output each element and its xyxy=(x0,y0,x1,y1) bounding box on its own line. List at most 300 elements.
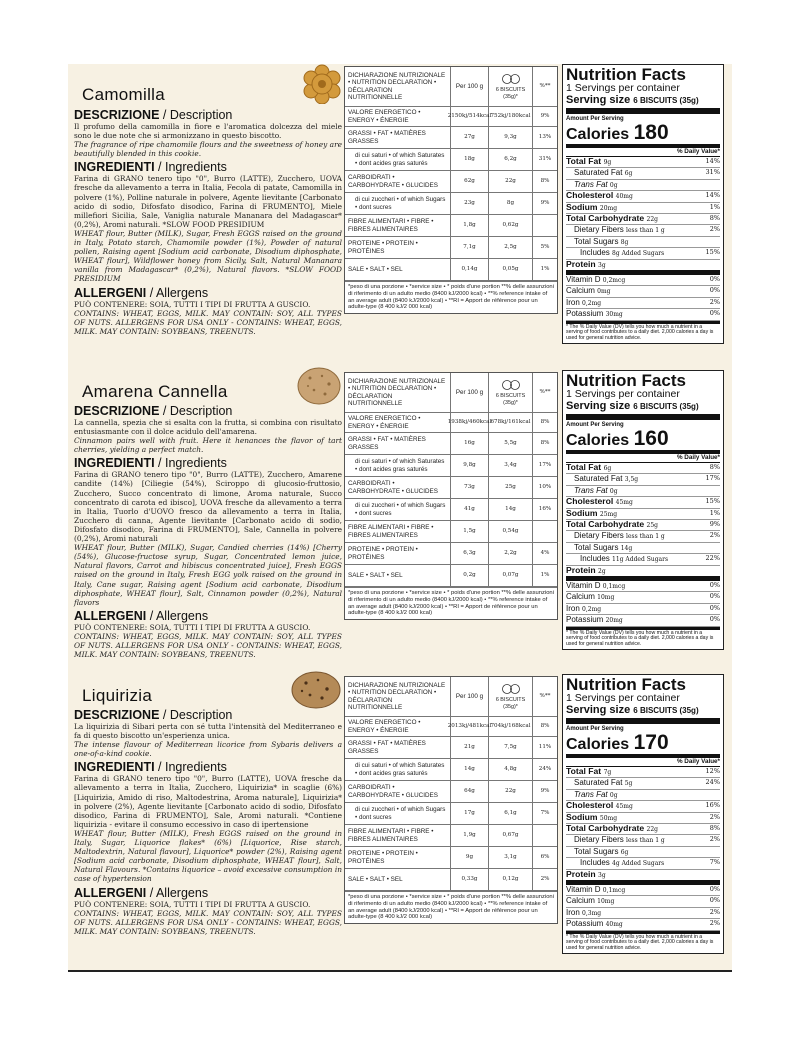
ingredients-heading: INGREDIENTI / Ingredients xyxy=(74,760,227,775)
nf-line-label: Iron xyxy=(566,603,580,613)
nf-line-amount: 40mg xyxy=(615,193,633,201)
nf-calories: Calories 180 xyxy=(566,123,720,148)
nf-line-amount: 8g xyxy=(620,238,629,246)
nf-line-amount: 3g xyxy=(598,261,606,269)
biscuit-image xyxy=(302,64,342,108)
per100-value: 17g xyxy=(451,803,489,824)
nf-line-amount: 25mg xyxy=(599,510,618,518)
nf-line-label: Trans Fat xyxy=(574,789,608,799)
nutrient-label: FIBRE ALIMENTARI • FIBRE • FIBRES ALIMENTAIRES xyxy=(345,215,451,236)
serving-value: 3,1g xyxy=(489,847,533,868)
serving-value: 3,4g xyxy=(489,455,533,476)
per100-heading: Per 100 g xyxy=(451,67,489,106)
nutrient-label: FIBRE ALIMENTARI • FIBRE • FIBRES ALIMENTAIRES xyxy=(345,825,451,846)
percent-value: 7% xyxy=(540,809,550,816)
product-name: Liquirizia xyxy=(82,686,153,705)
nf-line-label: Dietary Fibers xyxy=(574,225,624,235)
nf-line-percent: 15% xyxy=(705,497,720,506)
serving-value: 22g xyxy=(489,171,533,192)
allergens-heading: ALLERGENI / Allergens xyxy=(74,885,209,900)
nutrient-label: VALORE ENERGETICO • ENERGY • ÉNERGIE xyxy=(345,413,451,432)
nf-line-amount: less than 1 g xyxy=(626,837,665,845)
nutrient-label: di cui saturi • of which Saturates • dont acides gras saturés xyxy=(345,759,451,780)
table-footnote: *peso di una porzione • *service size • * poids d'une portion **% delle assunzioni di riferimento di un adulto medio (8400 kJ/2000 kcal) • **% reference intake of an average adult (8400 kJ/2000 kcal) • **RI = Apport de référence pour un adulte-type (8 400 kJ/2 000 kcal) xyxy=(345,587,557,619)
ingredients-heading: INGREDIENTI / Ingredients xyxy=(74,160,227,175)
nf-line-amount: 4g Added Sugars xyxy=(612,860,665,868)
nf-line-amount: 9g xyxy=(603,159,612,166)
table-header xyxy=(345,373,557,413)
table-title: DICHIARAZIONE NUTRIZIONALE • NUTRITION DECLARATION • DÉCLARATION NUTRITIONNELLE xyxy=(345,677,451,716)
nf-line-percent: 0% xyxy=(709,885,720,894)
ingredients-it: Farina di GRANO tenero tipo "0", Burro (LATTE), Zucchero, UOVA fresche da allevamento a terra in Italia, Fecola di patate, Camomilla in polvere (1%), Polline naturale in polvere, Agente lievitante [Carbonato acido di sodio, Difosfato disodico, Farina di FRUMENTO], Miele millefiori Sicilia, Sale, Vaniglia naturale Mananara del Madagascar* (0,2%), Aromi naturali. *SLOW FOOD PRESIDIUM xyxy=(74,174,342,229)
nf-line-amount: 7g xyxy=(603,769,612,776)
nf-line-percent: 0% xyxy=(709,592,720,601)
percent-value: 11% xyxy=(538,743,552,750)
nf-line-amount: 20mg xyxy=(599,204,618,212)
nf-line-label: Protein xyxy=(566,868,596,879)
nf-line-amount: 0g xyxy=(609,791,618,799)
nf-line-label: Total Carbohydrate xyxy=(566,519,645,530)
nf-line xyxy=(566,908,720,919)
nutrient-label: GRASSI • FAT • MATIÈRES GRASSES xyxy=(345,127,451,148)
per100-value: 9,8g xyxy=(451,455,489,476)
nf-line-percent: 22% xyxy=(705,554,720,563)
nf-line-label: Total Carbohydrate xyxy=(566,213,645,224)
nf-line-percent: 12% xyxy=(705,767,720,775)
product-body xyxy=(74,708,342,936)
nutrient-label: PROTEINE • PROTEIN • PROTÉINES xyxy=(345,847,451,868)
description-heading: DESCRIZIONE / Description xyxy=(74,708,233,722)
nf-servings: 1 Servings per container xyxy=(566,692,680,704)
serving-value: 0,67g xyxy=(489,825,533,846)
nf-calories: Calories 170 xyxy=(566,733,720,758)
nf-title: Nutrition Facts xyxy=(566,675,686,694)
nf-line-amount: 0,2mcg xyxy=(602,277,626,285)
per100-value: 14g xyxy=(451,759,489,780)
nutrition-row xyxy=(345,127,557,149)
percent-value: 2% xyxy=(540,875,550,882)
nf-line-label: Iron xyxy=(566,297,580,307)
allergens-en: CONTAINS: WHEAT, EGGS, MILK. MAY CONTAIN: SOY, ALL TYPES OF NUTS. ALLERGENS FOR USA ONLY - CONTAINS: WHEAT, EGGS, MILK. MAY CONTAIN: SOYBEANS, TREENUTS. xyxy=(74,908,342,936)
nutrition-row xyxy=(345,759,557,781)
nf-line-label: Total Sugars xyxy=(574,542,619,552)
nutrition-row xyxy=(345,499,557,521)
nf-line-label: Sodium xyxy=(566,201,598,212)
nf-line-percent: 0% xyxy=(709,615,720,624)
serving-heading: 6 BISCUITS (35g)* xyxy=(489,373,533,412)
nf-line xyxy=(566,870,720,885)
nutrition-declaration-table xyxy=(344,66,558,314)
percent-value: 8% xyxy=(540,177,550,184)
nf-line-amount: 0,2mg xyxy=(582,299,602,307)
nf-line xyxy=(566,566,720,581)
description-it: La cannella, spezia che si esalta con la frutta, si combina con risultato entusiasmante con il dolce acidulo dell'amarena. xyxy=(74,418,342,437)
serving-value: 0,54g xyxy=(489,521,533,542)
percent-value xyxy=(533,825,557,846)
description-it: Il profumo della camomilla in fiore e l'aromatica dolcezza del miele sono le due note che si armonizzano in questo biscotto. xyxy=(74,122,342,141)
nf-line-amount: 0,2mg xyxy=(582,605,602,613)
percent-heading: %** xyxy=(539,82,551,89)
nf-line-label: Vitamin D xyxy=(566,581,601,591)
allergens-en: CONTAINS: WHEAT, EGGS, MILK. MAY CONTAIN: SOY, ALL TYPES OF NUTS. ALLERGENS FOR USA ONLY - CONTAINS: WHEAT, EGGS, MILK. MAY CONTAIN: SOYBEANS, TREENUTS. xyxy=(74,308,342,336)
nf-line-percent: 16% xyxy=(705,801,720,810)
nf-line xyxy=(566,463,720,474)
per100-value: 62g xyxy=(451,171,489,192)
nutrient-label: SALE • SALT • SEL xyxy=(345,565,451,586)
nf-line-percent: 1% xyxy=(709,202,720,211)
description-en: The intense flavour of Mediterrean licorice from Sybaris delivers a one-of-a-kind cookie. xyxy=(74,740,342,759)
serving-value: 0,12g xyxy=(489,869,533,890)
percent-value xyxy=(533,521,557,542)
serving-value: 0,62g xyxy=(489,215,533,236)
nf-line-label: Saturated Fat xyxy=(574,168,623,178)
nutrition-row xyxy=(345,433,557,455)
nutrient-label: PROTEINE • PROTEIN • PROTÉINES xyxy=(345,237,451,258)
nf-line-label: Potassium xyxy=(566,309,604,319)
percent-heading: %** xyxy=(539,692,551,699)
per100-value: 0,2g xyxy=(451,565,489,586)
nf-servings: 1 Servings per container xyxy=(566,388,680,400)
serving-value: 7,5g xyxy=(489,737,533,758)
table-header xyxy=(345,67,557,107)
percent-value: 16% xyxy=(538,505,552,512)
nf-line xyxy=(566,225,720,236)
nutrition-facts-panel xyxy=(562,370,724,650)
nf-line-percent: 2% xyxy=(709,812,720,821)
nf-line-amount: 22g xyxy=(646,216,659,224)
nf-line-percent: 17% xyxy=(705,474,720,483)
nf-line-label: Dietary Fibers xyxy=(574,835,624,845)
nf-amount-per-serving: Amount Per Serving xyxy=(566,726,624,732)
nf-line-amount: 10mg xyxy=(597,594,615,602)
nf-line-label: Sodium xyxy=(566,507,598,518)
nf-title: Nutrition Facts xyxy=(566,65,686,84)
nf-line-amount: 6g xyxy=(620,848,629,856)
nf-footnote: * The % Daily Value (DV) tells you how much a nutrient in a serving of food contributes to a daily diet. 2,000 calories a day is used for general nutrition advice. xyxy=(566,321,720,342)
nf-line-amount: 20mg xyxy=(605,617,623,625)
nf-line-label: Includes xyxy=(580,858,610,868)
percent-value: 24% xyxy=(538,765,552,772)
allergens-heading: ALLERGENI / Allergens xyxy=(74,285,209,300)
nf-line-amount: 3,5g xyxy=(624,476,639,484)
nf-line xyxy=(566,286,720,297)
nf-line xyxy=(566,275,720,286)
nf-line-percent: 0% xyxy=(709,581,720,590)
nutrient-label: CARBOIDRATI • CARBOHYDRATE • GLUCIDES xyxy=(345,477,451,498)
per100-value: 9g xyxy=(451,847,489,868)
nf-line-amount: 22g xyxy=(646,826,659,834)
nf-line-label: Trans Fat xyxy=(574,485,608,495)
nutrient-label: VALORE ENERGETICO • ENERGY • ÉNERGIE xyxy=(345,717,451,736)
nf-line-amount: 8g Added Sugars xyxy=(612,250,665,258)
nf-line-amount: 0,1mcg xyxy=(602,887,626,895)
nutrition-row xyxy=(345,149,557,171)
nf-footnote: * The % Daily Value (DV) tells you how much a nutrient in a serving of food contributes to a daily diet. 2,000 calories a day is used for general nutrition advice. xyxy=(566,931,720,952)
nutrition-row xyxy=(345,259,557,281)
ingredients-en: WHEAT flour, Butter (MILK), Sugar, Candied cherries (14%) [Cherry (54%), Glucose-fructose syrup, Sugar, Concentrated lemon juice, Natural flavors, Carrot and hibiscus concentrated juice], Fresh EGGS raised on the ground in Italy, Fresh EGG yolk raised on the ground in Italy, Cane sugar, Raising agent [Sodium acid carbonate, Disodium diphosphate, WHEAT flour], Salt, Cinnamon powder (0,2%), Natural flavors xyxy=(74,543,342,607)
nf-line-amount: 0g xyxy=(609,487,618,495)
nf-line xyxy=(566,168,720,179)
nf-line xyxy=(566,520,720,531)
nf-line-percent: 2% xyxy=(709,531,720,540)
nf-line-amount: 50mg xyxy=(599,814,618,822)
serving-value: 2,2g xyxy=(489,543,533,564)
nutrition-row xyxy=(345,869,557,891)
percent-heading: %** xyxy=(539,388,551,395)
nutrition-row xyxy=(345,717,557,737)
product-name: Amarena Cannella xyxy=(82,382,228,401)
nutrition-row xyxy=(345,193,557,215)
nutrient-label: GRASSI • FAT • MATIÈRES GRASSES xyxy=(345,433,451,454)
allergens-heading: ALLERGENI / Allergens xyxy=(74,608,209,623)
ingredients-it: Farina di GRANO tenero tipo "0", Burro (LATTE), UOVA fresche da allevamento a terra in Italia, Zucchero, Liquirizia* in scaglie (6%) [Liquirizia, Amido di riso, Maltodestrina, Aroma naturale], Liquirizia* in polvere (2%), Agente lievitante [Carbonato acido di sodio, Difosfato disodico, Farina di FRUMENTO], Sale, Aromi naturali. *Contiene liquirizia - evitare il consumo eccessivo in caso di ipertensione xyxy=(74,774,342,829)
nf-line-label: Includes xyxy=(580,248,610,258)
nutrition-row xyxy=(345,477,557,499)
nf-line xyxy=(566,474,720,485)
nf-line-percent: 14% xyxy=(705,191,720,200)
serving-value: 9,3g xyxy=(489,127,533,148)
percent-value: 9% xyxy=(540,112,550,119)
serving-value: 6,2g xyxy=(489,149,533,170)
percent-value: 1% xyxy=(540,571,550,578)
serving-value: 752kj/180kcal xyxy=(489,107,533,126)
per100-value: 7,1g xyxy=(451,237,489,258)
nf-line-label: Iron xyxy=(566,907,580,917)
nf-line xyxy=(566,298,720,309)
nutrient-label: di cui zuccheri • of which Sugars • dont sucres xyxy=(345,499,451,520)
nf-amount-per-serving: Amount Per Serving xyxy=(566,422,624,428)
serving-value: 22g xyxy=(489,781,533,802)
nf-line xyxy=(566,260,720,275)
nf-line-amount: 25g xyxy=(646,522,659,530)
product-section xyxy=(68,674,732,976)
percent-value: 9% xyxy=(540,787,550,794)
nf-line-amount: 0,1mcg xyxy=(602,583,626,591)
nf-daily-value-heading: % Daily Value* xyxy=(566,148,720,157)
serving-value: 25g xyxy=(489,477,533,498)
nf-line xyxy=(566,885,720,896)
product-name: Camomilla xyxy=(82,85,165,104)
description-it: La liquirizia di Sibari perta con sé tutta l'intensità del Mediterraneo e fa di questo biscotto un'esperienza unica. xyxy=(74,722,342,741)
nutrient-label: di cui saturi • of which Saturates • dont acides gras saturés xyxy=(345,149,451,170)
nf-line-label: Total Carbohydrate xyxy=(566,823,645,834)
nf-line xyxy=(566,847,720,858)
nf-line-percent: 8% xyxy=(709,214,720,223)
nutrition-row xyxy=(345,847,557,869)
nf-line-label: Calcium xyxy=(566,896,595,906)
per100-value: 41g xyxy=(451,499,489,520)
percent-value: 31% xyxy=(538,155,552,162)
per100-value: 1,5g xyxy=(451,521,489,542)
per100-heading: Per 100 g xyxy=(451,677,489,716)
nf-line-percent: 2% xyxy=(709,225,720,234)
description-heading: DESCRIZIONE / Description xyxy=(74,108,233,122)
nf-line-percent: 24% xyxy=(705,778,720,787)
nf-line xyxy=(566,309,720,320)
percent-value: 5% xyxy=(540,243,550,250)
allergens-it: PUÒ CONTENERE: SOIA, TUTTI I TIPI DI FRUTTA A GUSCIO. xyxy=(74,622,311,632)
nf-line-amount: 45mg xyxy=(615,803,633,811)
nf-serving-size: Serving size 6 BISCUITS (35g) xyxy=(566,94,720,114)
nf-line-amount: 11g Added Sugars xyxy=(612,556,669,564)
allergens-it: PUÒ CONTENERE: SOIA, TUTTI I TIPI DI FRUTTA A GUSCIO. xyxy=(74,899,311,909)
nf-line xyxy=(566,615,720,626)
nf-line-label: Includes xyxy=(580,554,610,564)
nf-line xyxy=(566,896,720,907)
nf-line-label: Total Fat xyxy=(566,766,602,776)
serving-value: 14g xyxy=(489,499,533,520)
per100-value: 16g xyxy=(451,433,489,454)
nutrition-row xyxy=(345,543,557,565)
nf-line-amount: less than 1 g xyxy=(626,227,665,235)
nf-line xyxy=(566,592,720,603)
nf-line-label: Cholesterol xyxy=(566,800,614,811)
nutrition-row xyxy=(345,803,557,825)
nf-calories: Calories 160 xyxy=(566,429,720,454)
nf-line-label: Dietary Fibers xyxy=(574,531,624,541)
per100-heading: Per 100 g xyxy=(451,373,489,412)
ingredients-it: Farina di GRANO tenero tipo "0", Burro (LATTE), Zucchero, Amarene candite (14%) [Ciliegie (54%), Sciroppo di glucosio-fruttosio, Zucchero, Succo concentrato di limone, Aroma naturale, Succo concentrato di carota ed ibisco], UOVA fresche da allevamento a terra in Italia, Tuorlo d'UOVO fresco da allevamento a terra in Italia, Zucchero di canna, Agente lievitante [Carbonato acido di sodio, Difosfato disodico, Farina di FRUMENTO], Sale, Cannella in polvere (0,2%), Aromi naturali xyxy=(74,470,342,544)
per100-value: 2150kj/514kcal xyxy=(451,107,489,126)
nf-line xyxy=(566,214,720,225)
per100-value: 6,3g xyxy=(451,543,489,564)
nf-line-label: Potassium xyxy=(566,919,604,929)
nutrient-label: di cui zuccheri • of which Sugars • dont sucres xyxy=(345,193,451,214)
nf-servings: 1 Servings per container xyxy=(566,82,680,94)
nf-daily-value-heading: % Daily Value* xyxy=(566,454,720,463)
nf-line-label: Cholesterol xyxy=(566,496,614,507)
nf-line-label: Total Sugars xyxy=(574,846,619,856)
nf-line-label: Vitamin D xyxy=(566,885,601,895)
nf-line-percent: 2% xyxy=(709,297,720,306)
nutrition-row xyxy=(345,737,557,759)
product-body xyxy=(74,108,342,336)
nf-line-amount: 14g xyxy=(620,544,633,552)
per100-value: 1,8g xyxy=(451,215,489,236)
nutrition-row xyxy=(345,565,557,587)
nf-title: Nutrition Facts xyxy=(566,371,686,390)
nf-amount-per-serving: Amount Per Serving xyxy=(566,116,624,122)
nf-line-amount: 0mg xyxy=(597,288,611,296)
nutrition-row xyxy=(345,781,557,803)
ingredients-en: WHEAT flour, Butter (MILK), Fresh EGGS raised on the ground in Italy, Sugar, Liquorice flakes* (6%) [Liquorice, Rise starch, Maltodextrin, Natural flavour], Liquorice* powder (2%), Raising agent [Sodium acid carbonate, Disodium diphosphate, WHEAT flour], Salt, Natural Flavours. *Contains liquorice – avoid excessive consumption in case of hypertension xyxy=(74,828,342,884)
nf-line-label: Potassium xyxy=(566,615,604,625)
table-title: DICHIARAZIONE NUTRIZIONALE • NUTRITION DECLARATION • DÉCLARATION NUTRITIONNELLE xyxy=(345,67,451,106)
nf-line-amount: 6g xyxy=(624,170,633,178)
nf-line xyxy=(566,543,720,554)
nutrient-label: GRASSI • FAT • MATIÈRES GRASSES xyxy=(345,737,451,758)
nf-line-label: Vitamin D xyxy=(566,275,601,285)
per100-value: 21g xyxy=(451,737,489,758)
nf-line-percent: 8% xyxy=(709,824,720,833)
nf-line xyxy=(566,604,720,615)
nutrition-row xyxy=(345,107,557,127)
nf-line xyxy=(566,237,720,248)
nf-line-percent: 14% xyxy=(705,157,720,165)
percent-value: 8% xyxy=(540,418,550,425)
nutrient-label: VALORE ENERGETICO • ENERGY • ÉNERGIE xyxy=(345,107,451,126)
nf-line-label: Total Sugars xyxy=(574,236,619,246)
serving-heading: 6 BISCUITS (35g)* xyxy=(489,67,533,106)
percent-value: 1% xyxy=(540,265,550,272)
nf-line-label: Saturated Fat xyxy=(574,778,623,788)
nf-line-percent: 1% xyxy=(709,508,720,517)
nutrition-row xyxy=(345,455,557,477)
serving-value: 4,8g xyxy=(489,759,533,780)
nf-serving-size: Serving size 6 BISCUITS (35g) xyxy=(566,400,720,420)
percent-value: 8% xyxy=(540,722,550,729)
nutrient-label: di cui saturi • of which Saturates • dont acides gras saturés xyxy=(345,455,451,476)
biscuits-icon xyxy=(499,683,523,697)
nf-line-amount: 10mg xyxy=(597,898,615,906)
percent-value: 17% xyxy=(538,461,552,468)
nf-line-percent: 7% xyxy=(709,858,720,867)
nf-line-amount: 6g xyxy=(603,465,612,472)
nutrition-row xyxy=(345,171,557,193)
nf-line-percent: 9% xyxy=(709,520,720,529)
allergens-en: CONTAINS: WHEAT, EGGS, MILK. MAY CONTAIN: SOY, ALL TYPES OF NUTS. ALLERGENS FOR USA ONLY - CONTAINS: WHEAT, EGGS, MILK. MAY CONTAIN: SOYBEANS, TREENUTS. xyxy=(74,631,342,660)
nf-line-label: Total Fat xyxy=(566,156,602,166)
nf-line-amount: 0g xyxy=(609,181,618,189)
nf-line-percent: 2% xyxy=(709,919,720,928)
nf-line-label: Trans Fat xyxy=(574,179,608,189)
table-title: DICHIARAZIONE NUTRIZIONALE • NUTRITION DECLARATION • DÉCLARATION NUTRITIONNELLE xyxy=(345,373,451,412)
table-header xyxy=(345,677,557,717)
biscuits-icon xyxy=(499,379,523,393)
serving-value: 0,07g xyxy=(489,565,533,586)
nf-line-amount: 3g xyxy=(598,871,606,879)
nf-line-amount: 40mg xyxy=(605,921,623,929)
nf-line-amount: 2g xyxy=(598,567,606,575)
nf-line-amount: less than 1 g xyxy=(626,533,665,541)
nutrition-row xyxy=(345,521,557,543)
nf-line-percent: 0% xyxy=(709,896,720,905)
description-en: Cinnamon pairs well with fruit. Here it henances the flavor of tart cherries, yielding a perfect match. xyxy=(74,436,342,455)
product-section xyxy=(68,64,732,366)
nf-line-percent: 0% xyxy=(709,286,720,295)
product-section xyxy=(68,370,732,672)
nf-line-percent: 15% xyxy=(705,248,720,257)
serving-value: 678kj/161kcal xyxy=(489,413,533,432)
serving-value: 0,05g xyxy=(489,259,533,280)
serving-value: 2,5g xyxy=(489,237,533,258)
percent-value: 9% xyxy=(540,199,550,206)
serving-value: 5,5g xyxy=(489,433,533,454)
nutrition-row xyxy=(345,825,557,847)
per100-value: 2013kj/481kcal xyxy=(451,717,489,736)
nutrition-facts-panel xyxy=(562,674,724,954)
nf-line-label: Total Fat xyxy=(566,462,602,472)
serving-value: 8g xyxy=(489,193,533,214)
description-heading: DESCRIZIONE / Description xyxy=(74,404,233,418)
per100-value: 73g xyxy=(451,477,489,498)
serving-heading: 6 BISCUITS (35g)* xyxy=(489,677,533,716)
nutrient-label: PROTEINE • PROTEIN • PROTÉINES xyxy=(345,543,451,564)
nf-line-amount: 5g xyxy=(624,780,633,788)
percent-value: 6% xyxy=(540,853,550,860)
nf-daily-value-heading: % Daily Value* xyxy=(566,758,720,767)
per100-value: 1938kj/460kcal xyxy=(451,413,489,432)
nutrient-label: FIBRE ALIMENTARI • FIBRE • FIBRES ALIMENTAIRES xyxy=(345,521,451,542)
nf-line-label: Protein xyxy=(566,258,596,269)
percent-value: 10% xyxy=(538,483,552,490)
nf-line-label: Calcium xyxy=(566,592,595,602)
nf-line xyxy=(566,767,720,778)
nf-line xyxy=(566,531,720,542)
percent-value: 4% xyxy=(540,549,550,556)
nf-line xyxy=(566,581,720,592)
nf-line-percent: 31% xyxy=(705,168,720,177)
